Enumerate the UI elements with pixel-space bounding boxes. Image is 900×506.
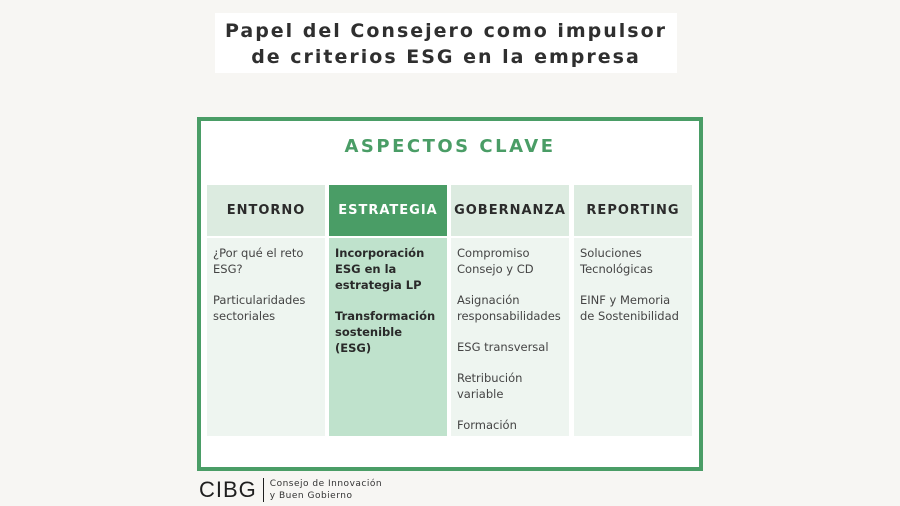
list-item: Retribución variable (457, 371, 523, 401)
column-header: GOBERNANZA (451, 185, 569, 236)
title-line-2: de criterios ESG en la empresa (251, 46, 641, 68)
list-item: Asignación responsabilidades (457, 293, 561, 323)
list-item: ESG transversal (457, 340, 549, 354)
column-header: REPORTING (574, 185, 692, 236)
list-item: Formación (457, 418, 517, 432)
column-body (574, 238, 692, 436)
column-gobernanza (451, 185, 569, 436)
column-entorno (207, 185, 325, 436)
panel-heading: ASPECTOS CLAVE (344, 136, 556, 157)
column-header: ESTRATEGIA (329, 185, 447, 236)
column-body (207, 238, 325, 436)
column-body (451, 238, 569, 436)
logo-text (270, 478, 382, 502)
list-item: Compromiso Consejo y CD (457, 246, 534, 276)
list-item: EINF y Memoria de Sostenibilidad (580, 293, 679, 323)
logo-mark: CIBG (199, 477, 257, 502)
list-item: Particularidades sectoriales (213, 293, 306, 323)
column-header: ENTORNO (207, 185, 325, 236)
column-reporting (574, 185, 692, 436)
column-estrategia (329, 185, 447, 436)
cibg-logo (199, 478, 382, 506)
key-aspects-panel (197, 117, 703, 471)
title-box (215, 13, 677, 73)
list-item: ¿Por qué el reto ESG? (213, 246, 304, 276)
logo-divider (263, 478, 264, 502)
list-item: Transformación sostenible (ESG) (335, 309, 436, 355)
list-item: Incorporación ESG en la estrategia LP (335, 246, 425, 292)
logo-text-line-2: y Buen Gobierno (269, 491, 353, 501)
list-item: Soluciones Tecnológicas (580, 246, 653, 276)
title-line-1: Papel del Consejero como impulsor (224, 20, 668, 42)
logo-text-line-1: Consejo de Innovación (269, 479, 383, 489)
column-body (329, 238, 447, 436)
